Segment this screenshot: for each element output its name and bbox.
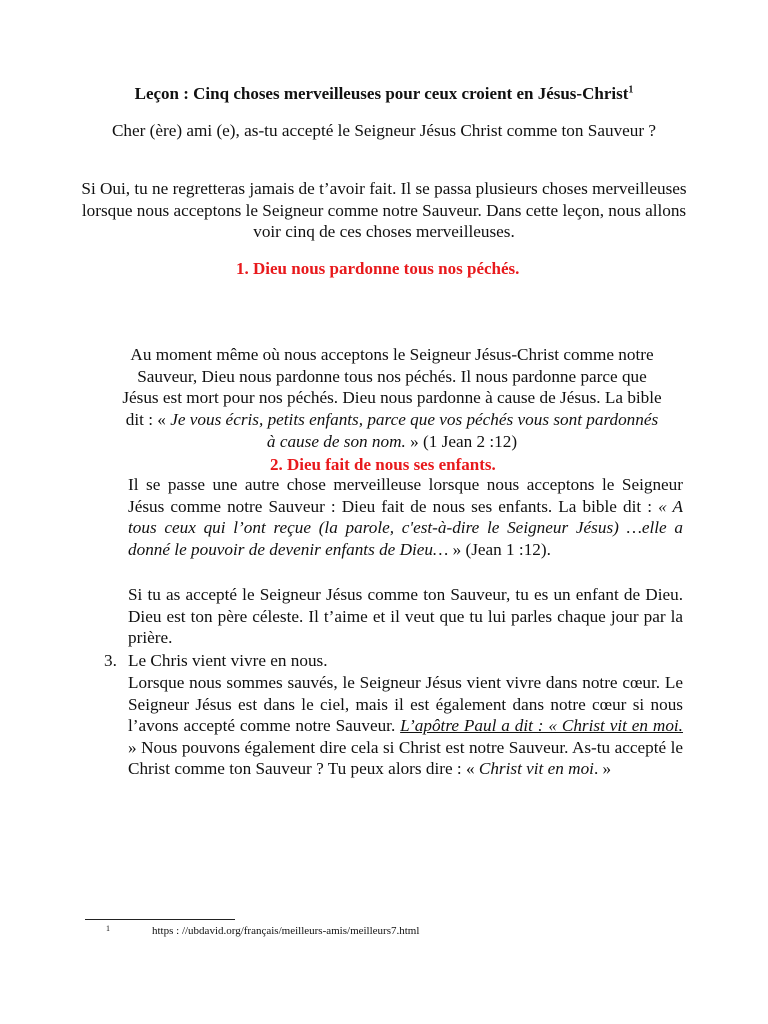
footnote-link[interactable]: https : //ubdavid.org/français/meilleurs-amis/meilleurs7.html	[152, 925, 420, 937]
section-3-text: Lorsque nous sommes sauvés, le Seigneur Jésus vient vivre dans notre cœur. Le Seigneur Jésus est dans le ciel, mais il est également dans notre cœur si nous l’avons accepté comme notre Sauveur.	[128, 673, 683, 736]
section-3-heading: Le Chris vient vivre en nous.	[128, 651, 328, 670]
section-2-paragraph	[128, 474, 683, 560]
section-2-paragraph-2: Si tu as accepté le Seigneur Jésus comme ton Sauveur, tu es un enfant de Dieu. Dieu est ton père céleste. Il t’aime et il veut que tu lui parles chaque jour par la prière.	[128, 585, 683, 648]
footnote-reference: 1	[628, 84, 634, 96]
section-3-text-middle: » Nous pouvons également dire cela si Christ est notre Sauveur. As-tu accepté le Christ comme ton Sauveur ? Tu peux alors dire : «	[128, 737, 683, 779]
section-3-quote-end: Christ vit en moi	[478, 759, 594, 779]
section-3-text-end: . »	[593, 759, 612, 779]
section-1-paragraph	[122, 344, 662, 453]
section-3-number: 3.	[104, 651, 117, 670]
section-2-heading: 2. Dieu fait de nous ses enfants.	[270, 455, 496, 474]
lesson-title	[60, 83, 708, 105]
section-3-quote-underlined: L’apôtre Paul a dit : « Christ vit en moi.	[400, 716, 683, 736]
intro-paragraph: Si Oui, tu ne regretteras jamais de t’avoir fait. Il se passa plusieurs choses merveilleuses lorsque nous acceptons le Seigneur comme notre Sauveur. Dans cette leçon, nous allons voir cinq de ces choses merveilleuses.	[81, 179, 687, 241]
section-1-text: Au moment même où nous acceptons le Seigneur Jésus-Christ comme notre Sauveur, Dieu nous pardonne tous nos péchés. Il nous pardonne parce que Jésus est mort pour nos péchés. Dieu nous pardonne à cause de Jésus. La bible dit : «	[122, 345, 662, 430]
section-1-heading: 1. Dieu nous pardonne tous nos péchés.	[236, 259, 520, 278]
section-3-paragraph	[128, 672, 683, 780]
section-2-reference: » (Jean 1 :12).	[448, 539, 551, 559]
footnote-number: 1	[106, 924, 110, 933]
section-2-text: Il se passe une autre chose merveilleuse lorsque nous acceptons le Seigneur Jésus comme notre Sauveur : Dieu fait de nous ses enfants. La bible dit :	[128, 475, 683, 516]
section-1-reference: » (1 Jean 2 :12)	[405, 431, 518, 451]
section-2-quote: « A tous ceux qui l’ont reçue (la parole, c'est-à-dire le Seigneur Jésus) …elle a donné le pouvoir de devenir enfants de Dieu…	[128, 496, 683, 559]
lesson-title-text: Leçon : Cinq choses merveilleuses pour ceux croient en Jésus-Christ	[134, 84, 629, 103]
section-1-quote: Je vous écris, petits enfants, parce que vos péchés vous sont pardonnés à cause de son nom.	[170, 410, 659, 451]
footnote-separator	[85, 919, 235, 920]
intro-question: Cher (ère) ami (e), as-tu accepté le Seigneur Jésus Christ comme ton Sauveur ?	[111, 121, 657, 140]
